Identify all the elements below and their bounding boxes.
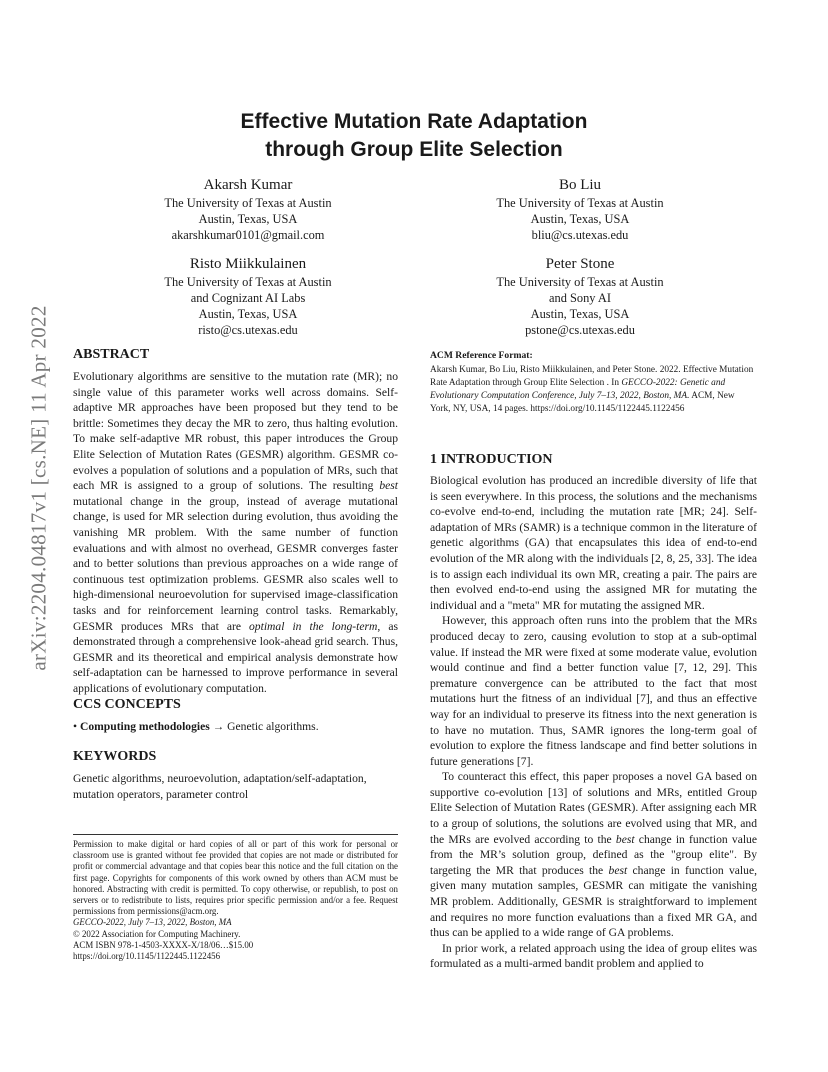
author-block-kumar: [98, 175, 398, 243]
footnote-rule: [73, 834, 398, 835]
author-affiliation-2: and Sony AI: [549, 291, 611, 305]
ccs-section: [73, 696, 398, 735]
keywords-text: Genetic algorithms, neuroevolution, adaptation/self-adaptation, mutation operators, parameter control: [73, 772, 367, 801]
author-block-stone: [430, 254, 730, 338]
arxiv-id: arXiv:2204.04817v1 [cs.NE] 11 Apr 2022: [26, 305, 51, 671]
author-email: bliu@cs.utexas.edu: [531, 228, 629, 242]
keywords-heading: KEYWORDS: [73, 749, 157, 764]
paper-title: [0, 108, 828, 164]
title-line-1: Effective Mutation Rate Adaptation: [240, 110, 588, 133]
abstract-section: [73, 346, 398, 696]
title-line-2: through Group Elite Selection: [265, 138, 563, 161]
acm-reference: [430, 349, 757, 416]
intro-paragraph-4: In prior work, a related approach using the idea of group elites was formulated as a multi-armed bandit problem and applied to: [430, 941, 757, 971]
author-name: Bo Liu: [558, 177, 602, 193]
author-block-miikkulainen: [98, 254, 398, 338]
author-location: Austin, Texas, USA: [198, 307, 298, 321]
intro-paragraph-2: However, this approach often runs into the problem that the MRs produced decay to zero, causing evolution to stop at a sub-optimal value. If instead the MR were fixed at some moderate value, evolution would continue and find a better function value [7, 12, 29]. This premature convergence can be attributed to the fact that most mutations hurt the fitness of an individual [7], and thus an effective way for an individual to preserve its fitness into the next generation is to have no mutation. Thus, SAMR ignores the long-term goal of evolution to explore the fitness landscape and find better solutions in future generations [7].: [430, 614, 757, 768]
intro-paragraph-3: To counteract this effect, this paper proposes a novel GA based on supportive co-evolution [13] of solutions and MRs, entitled Group Elite Selection of Mutation Rates (GESMR). After assigning each MR to a group of solutions, the solutions are evolved using that MR, and the MRs are evolved according to the best change in function value from the MR’s solution group, defined as the "group elite". By targeting the MR that produces the best change in function value, given many mutation samples, GESMR can mitigate the vanishing MR problem. Additionally, GESMR is straightforward to implement and requires no more function evaluations than a fixed MR GA, and thus can be applied to a wide range of GA problems.: [430, 770, 758, 940]
author-affiliation-2: and Cognizant AI Labs: [190, 291, 306, 305]
doi-line: https://doi.org/10.1145/1122445.1122456: [73, 951, 221, 962]
author-name: Akarsh Kumar: [203, 177, 293, 193]
arxiv-stamp: [24, 288, 54, 688]
author-location: Austin, Texas, USA: [530, 307, 630, 321]
author-affiliation: The University of Texas at Austin: [164, 196, 332, 210]
author-affiliation: The University of Texas at Austin: [164, 275, 332, 289]
introduction-section: [430, 451, 757, 972]
author-name: Risto Miikkulainen: [189, 256, 307, 272]
isbn-line: ACM ISBN 978-1-4503-XXXX-X/18/06…$15.00: [73, 939, 254, 950]
keywords-section: [73, 748, 398, 802]
author-location: Austin, Texas, USA: [530, 212, 630, 226]
abstract-heading: ABSTRACT: [73, 347, 150, 362]
introduction-heading: 1 INTRODUCTION: [430, 452, 553, 467]
author-email: risto@cs.utexas.edu: [198, 323, 298, 337]
acm-reference-text: Akarsh Kumar, Bo Liu, Risto Miikkulainen, and Peter Stone. 2022. Effective Mutation Rate Adaptation through Group Elite Selection . In GECCO-2022: Genetic and Evolutionary Computation Conference, July 7–13, 2022, Boston, MA. ACM, New York, NY, USA, 14 pages. https://doi.org/10.1145/1122445.1122456: [430, 365, 754, 414]
author-affiliation: The University of Texas at Austin: [496, 275, 664, 289]
intro-paragraph-1: Biological evolution has produced an incredible diversity of life that is seen everywhere. In this process, the solutions and the mechanisms co-evolve end-to-end, including the mutation rate [MR; 24]. Self-adaptation of MRs (SAMR) is a technique common in the literature of genetic algorithms (GA) that encapsulates this idea of end-to-end evolution of the MR along with the individuals [2, 8, 25, 33]. The idea is to assign each individual its own MR, creating a pair. The pairs are then evolved end-to-end using the assigned MR for mutating the individual and a "meta" MR for mutating the assigned MR.: [430, 474, 757, 612]
author-email: pstone@cs.utexas.edu: [525, 323, 635, 337]
ccs-text: • Computing methodologies → Genetic algorithms.: [73, 720, 319, 733]
abstract-text: Evolutionary algorithms are sensitive to the mutation rate (MR); no single value of this parameter works well across domains. Self-adaptive MR approaches have been proposed but they tend to be brittle: Sometimes they decay the MR to zero, thus halting evolution. To make self-adaptive MR robust, this paper introduces the Group Elite Selection of Mutation Rates (GESMR) algorithm. GESMR co-evolves a population of solutions and a population of MRs, such that each MR is assigned to a group of solutions. The resulting best mutational change in the group, instead of average mutational change, is used for MR selection during evolution, thus avoiding the vanishing MR problem. With the same number of function evaluations and with almost no overhead, GESMR converges faster and to better solutions than previous approaches on a wide range of continuous test optimization problems. GESMR also scales well to high-dimensional neuroevolution for supervised image-classification tasks and for reinforcement learning control tasks. Remarkably, GESMR produces MRs that are optimal in the long-term, as demonstrated through a comprehensive look-ahead grid search. Thus, GESMR and its theoretical and empirical analysis demonstrate how self-adaptation can be harnessed to improve performance in several applications of evolutionary computation.: [73, 370, 398, 695]
author-email: akarshkumar0101@gmail.com: [171, 228, 325, 242]
author-location: Austin, Texas, USA: [198, 212, 298, 226]
author-name: Peter Stone: [545, 256, 615, 272]
author-block-liu: [430, 175, 730, 243]
footnote: [73, 839, 398, 962]
ccs-heading: CCS CONCEPTS: [73, 697, 181, 712]
permission-notice: Permission to make digital or hard copies of all or part of this work for personal or classroom use is granted without fee provided that copies are not made or distributed for profit or commercial advantage and that copies bear this notice and the full citation on the first page. Copyrights for components of this work owned by others than ACM must be honored. Abstracting with credit is permitted. To copy otherwise, or republish, to post on servers or to redistribute to lists, requires prior specific permission and/or a fee. Request permissions from permissions@acm.org.: [73, 839, 398, 917]
copyright-line: © 2022 Association for Computing Machinery.: [73, 928, 241, 939]
acm-reference-heading: ACM Reference Format:: [430, 350, 533, 361]
venue-line: GECCO-2022, July 7–13, 2022, Boston, MA: [73, 917, 232, 928]
author-affiliation: The University of Texas at Austin: [496, 196, 664, 210]
